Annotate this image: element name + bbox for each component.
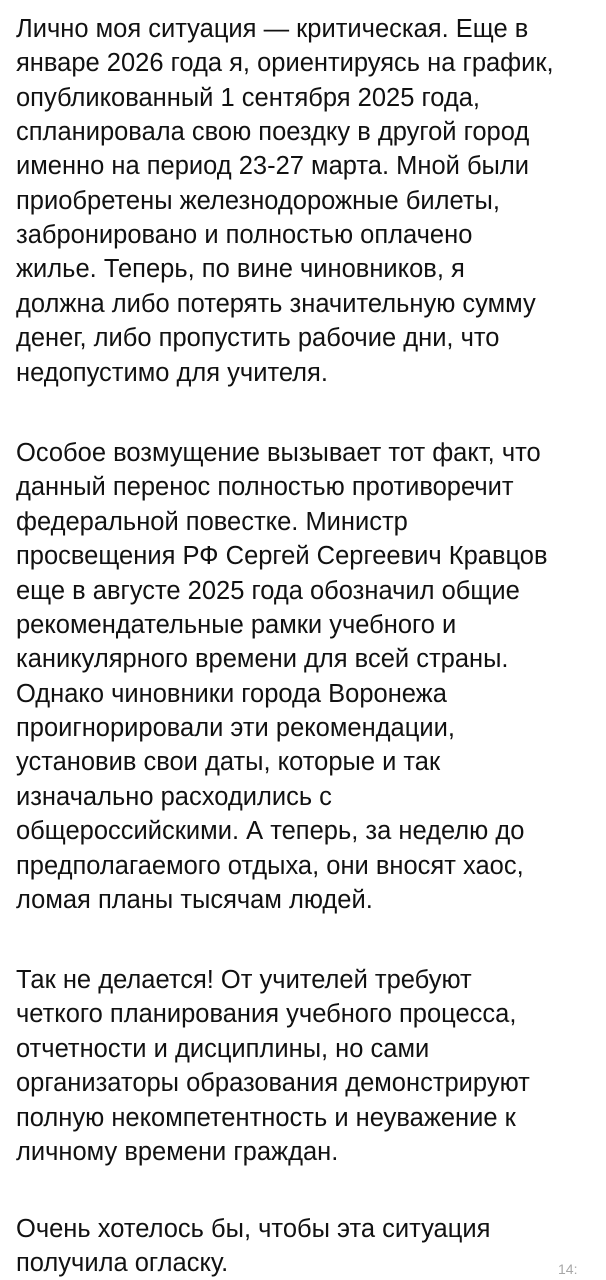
message-text-line: просвещения РФ Сергей Сергеевич Кравцов	[16, 542, 548, 570]
message-text-line: данный перенос полностью противоречит	[16, 473, 514, 501]
message-text-line: спланировала свою поездку в другой город	[16, 118, 530, 146]
message-text-line: недопустимо для учителя.	[16, 359, 328, 387]
message-text-line: федеральной повестке. Министр	[16, 508, 408, 536]
message-text-line: январе 2026 года я, ориентируясь на график,	[16, 49, 554, 77]
message-text-line: проигнорировали эти рекомендации,	[16, 714, 455, 742]
message-text-line: предполагаемого отдыха, они вносят хаос,	[16, 852, 524, 880]
message-text-line: полную некомпетентность и неуважение к	[16, 1104, 516, 1132]
message-text-line: Однако чиновники города Воронежа	[16, 680, 447, 708]
message-text-line: денег, либо пропустить рабочие дни, что	[16, 324, 500, 352]
message-text-line: организаторы образования демонстрируют	[16, 1069, 530, 1097]
message-text-line: каникулярного времени для всей страны.	[16, 645, 509, 673]
message-text-line: Особое возмущение вызывает тот факт, что	[16, 439, 541, 467]
message-text-line: отчетности и дисциплины, но сами	[16, 1035, 430, 1063]
message-text-line: получила огласку.	[16, 1249, 229, 1277]
message-text-line: ломая планы тысячам людей.	[16, 886, 373, 914]
message-text-line: еще в августе 2025 года обозначил общие	[16, 577, 520, 605]
message-text-line: Лично моя ситуация — критическая. Еще в	[16, 15, 529, 43]
message-text-line: установив свои даты, которые и так	[16, 748, 441, 776]
message-text-line: рекомендательные рамки учебного и	[16, 611, 457, 639]
message-text-line: опубликованный 1 сентября 2025 года,	[16, 84, 480, 112]
message-text-line: Так не делается! От учителей требуют	[16, 966, 472, 994]
message-text-line: общероссийскими. А теперь, за неделю до	[16, 817, 525, 845]
message-text-line: четкого планирования учебного процесса,	[16, 1000, 517, 1028]
message-text-line: приобретены железнодорожные билеты,	[16, 187, 500, 215]
message-text-line: жилье. Теперь, по вине чиновников, я	[16, 255, 465, 283]
message-text-line: личному времени граждан.	[16, 1138, 339, 1166]
message-text-line: должна либо потерять значительную сумму	[16, 290, 536, 318]
message-text-line: Очень хотелось бы, чтобы эта ситуация	[16, 1215, 491, 1243]
message-text-line: изначально расходились с	[16, 783, 332, 811]
message-text-line: забронировано и полностью оплачено	[16, 221, 473, 249]
message-text-line: именно на период 23-27 марта. Мной были	[16, 152, 530, 180]
message-timestamp: 14:	[558, 1261, 578, 1277]
